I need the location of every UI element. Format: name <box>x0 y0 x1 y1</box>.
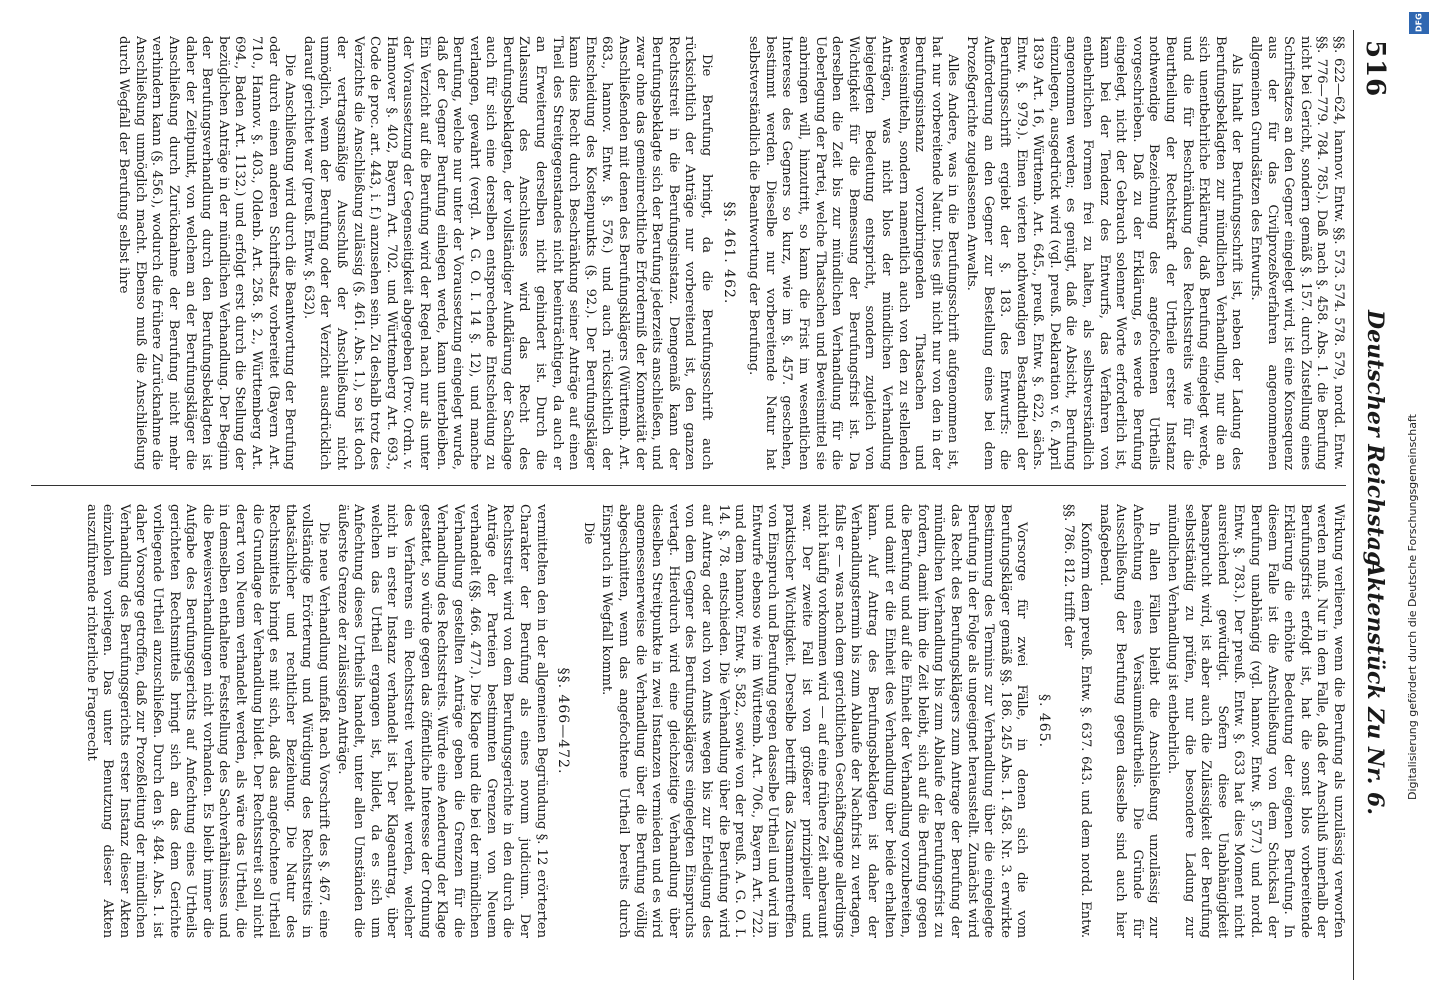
dfg-notice: Digitalisierung gefördert durch die Deutsche Forschungsgemeinschaft <box>1406 414 1419 800</box>
paragraph: Konform dem preuß. Entw. §. 637. 643. und dem nordd. Entw. §§. 786. 812. trifft der <box>1061 504 1094 938</box>
header-rule <box>1353 30 1354 980</box>
paragraph: §§. 622—624, hannov. Entw. §§. 573. 574. 578. 579, nordd. Entw. §§. 776—779. 784. 785.). Daß nach §. 458. Abs. 1. die Berufung nicht bei Gericht, sondern gemäß §. 157. durch Zustellung eines Schriftsatzes an den Gegner eingelegt wird, ist eine Konsequenz aus der für das Civilprozeßverfahren angenommenen allgemeinen Grundsätzen des Entwurfs. <box>1248 36 1346 470</box>
dfg-logo: DFG <box>1409 12 1429 34</box>
left-column <box>26 36 1346 470</box>
paragraph: Als Inhalt der Berufungsschrift ist, neben der Ladung des Berufungsbeklagten zur mündlichen Verhandlung, nur die an sich unentbehrliche Erklärung, daß Berufung eingelegt werde, und die für Beschränkung des Rechtsstreits wie für die Beurtheilung der Rechtskraft der Urtheile erster Instanz nothwendige Bezeichnung des angefochtenen Urtheils vorgeschrieben. Daß zu der Erklärung, es werde Berufung eingelegt, nicht der Gebrauch solenner Worte erforderlich ist, kann bei der Tendenz des Entwurfs, das Verfahren von entbehrlichen Formen frei zu halten, als selbstverständlich angenommen werden; es genügt, daß die Absicht, Berufung einzulegen, ausgedrückt wird (vgl. preuß. Deklaration v. 6. April 1839 Art. 16, Württemb. Art. 645., preuß. Entw. §. 622, sächs. Entw. §. 979.). Einen vierten nothwendigen Bestandtheil der Berufungsschrift ergiebt der §. 183. des Entwurfs: die Aufforderung an den Gegner zur Bestellung eines bei dem Prozeßgerichte zugelassenen Anwalts. <box>963 36 1245 470</box>
paragraph: vermittelten den in der allgemeinen Begründung §. 12 erörterten Charakter der Berufung als eines novum judicium. Der Rechtsstreit wird von dem Berufungsgerichte in den durch die Anträge der Parteien bestimmten Grenzen von Neuem verhandelt (§§. 466. 477.). Die Klage und die bei der mündlichen Verhandlung gestellten Anträge geben die Grenzen für die Verhandlung des Rechtsstreits. Würde eine Aenderung der Klage gestattet, so würde gegen das öffentliche Interesse der Ordnung des Verfahrens ein Rechtsstreit verhandelt werden, welcher nicht in erster Instanz verhandelt ist. Der Klageantrag, über welchen das Urtheil ergangen ist, bildet, da es sich um Anfechtung dieses Urtheils handelt, unter allen Umständen die äußerste Grenze der zulässigen Anträge. <box>334 504 549 938</box>
page-number: 516 <box>1360 40 1390 98</box>
paragraph: Wirkung verlieren, wenn die Berufung als unzulässig verworfen werden muß. Nur in dem Falle, daß der Anschluß innerhalb der Berufungsfrist erfolgt ist, hat die sonst blos vorbereitende Erklärung die erhöhte Bedeutung der eigenen Berufung. In diesem Falle ist die Anschließung von dem Schicksal der Berufung unabhängig (vgl. hannov. Entw. §. 577.) und nordd. Entw. §. 783.). Der preuß. Entw. §. 633 hat dies Moment nicht ausreichend gewürdigt. Sofern diese Unabhängigkeit beansprucht wird, ist aber auch die Zulässigkeit der Berufung selbstständig zu prüfen, nur die besondere Ladung zur mündlichen Verhandlung ist entbehrlich. <box>1165 504 1346 938</box>
paragraph: Vorsorge für zwei Fälle, in denen sich die vom Berufungskläger gemäß §§. 186. 245 Abs. 1. 458. Nr. 3. erwirkte Bestimmung des Termins zur Verhandlung über die eingelegte Berufung in der Folge als ungeeignet herausstellt. Zunächst wird das Recht des Berufungsklägers zum Antrage der Berufung der mündlichen Verhandlung bis zum Ablaufe der Berufungsfrist zu fordern, damit ihm die Zeit bleibt, sich auf die Berufung gegen die Berufung und auf die Einheit der Verhandlung vorzubereiten, und damit er die Einheit des Verhandlung über beide erhalten kann. Auf Antrag des Berufungsbeklagten ist daher der Verhandlungstermin bis zum Ablaufe der Nachfrist zu vertagen, falls er — was nach dem gerichtlichen Geschäftsgange allerdings nicht häufig vorkommen wird — auf eine frühere Zeit anberaumt war. Der zweite Fall ist von größerer prinzipieller und praktischer Wichtigkeit. Derselbe betrifft das Zusammentreffen von Einspruch und Berufung gegen dasselbe Urtheil und wird im Entwurfe ebenso wie im Württemb. Art. 706., Bayern Art. 722. und dem hannov. Entw. §. 582., sowie von der preuß. A. G. O. I. 14. §. 78. entschieden. Die Verhandlung über die Berufung wird auf Antrag oder auch von Amts wegen bis zur Erledigung des von dem Gegner des Berufungsklägers eingelegten Einspruchs vertagt. Hierdurch wird eine gleichzeitige Verhandlung über dieselben Streitpunkte in zwei Instanzen vermieden und es wird angemessenerweise die Verhandlung über die Berufung völlig abgeschnitten, wenn das angefochtene Urtheil bereits durch Einspruch in Wegfall kommt. <box>599 504 1030 938</box>
paragraph: Die Berufung bringt, da die Berufungsschrift auch rücksichtlich der Anträge nur vorbereitend ist, den ganzen Rechtsstreit in die Berufungsinstanz. Demgemäß kann der Berufungsbeklagte sich der Berufung jederzeits anschließen, und zwar ohne das gemeinrechtliche Erforderniß der Konnexität der Anschließenden mit denen des Berufungsklägers (Württemb. Art. 683., hannov. Entw. §. 576.) und auch rücksichtlich der Entscheidung des Kostenpunkts (§. 92.). Der Berufungskläger kann dies Recht durch Beschränkung seiner Anträge auf einen Theil des Streitgegenstandes nicht beeinträchtigen, da auch er an Erweiterung derselben nicht gehindert ist. Durch die Zulassung des Anschlusses wird das Recht des Berufungsbeklagten, der vollständiger Aufklärung der Sachlage auch für sich eine derselben entsprechende Entscheidung zu verlangen, gewahrt (vergl. A. G. O. I. 14 §. 12), und manche Berufung, welche nur unter der Voraussetzung eingelegt wurde, daß der Gegner Berufung einlegen werde, kann unterbleiben. Ein Verzicht auf die Berufung wird der Regel nach nur als unter der Voraussetzung der Gegenseitigkeit abgegeben (Prov. Ordn. v. Hannover §. 402, Bayern Art. 702. und Württemberg Art. 693., Code de proc. art. 443, i. f.) anzusehen sein. Zu deshalb trotz des Verzichts die Anschließung zulässig (§. 461. Abs. 1.), so ist doch der vertragsmäßige Ausschluß der Anschließung nicht unmöglich, wenn der Berufung oder der Verzicht ausdrücklich darauf gerichtet war (preuß. Entw. §. 632). <box>300 36 715 470</box>
paragraph-fragment: Die <box>580 522 596 545</box>
column-divider <box>31 485 1346 486</box>
running-title-left: Deutscher Reichstag. <box>1362 310 1388 575</box>
section-heading: §§. 466—472. <box>555 667 572 775</box>
section-heading: §. 465. <box>1035 693 1052 749</box>
paragraph: In allen Fällen bleibt die Anschließung unzulässig zur Anfechtung eines Versäumnißurtheils. Die Gründe für Ausschließung der Berufung gegen dasselbe sind auch hier maßgebend. <box>1096 504 1162 938</box>
page-header <box>1354 0 1398 1000</box>
right-column <box>26 504 1346 938</box>
section-heading: §§. 461. 462. <box>720 201 737 305</box>
paragraph: Die Anschließung wird durch die Beantwortung der Berufung oder durch einen anderen Schriftsatz vorbereitet (Bayern Art. 710., Hannov. §. 403., Oldenb. Art. 258. §. 2., Württemberg Art. 694., Baden Art. 1132.) und erfolgt erst durch die Stellung der bezüglichen Anträge in der mündlichen Verhandlung. Der Beginn der Berufungsverhandlung durch den Berufungsbeklagten ist daher der Zeitpunkt, von welchem an der Berufungskläger die Anschließung durch Zurücknahme der Berufung nicht mehr verhindern kann (§. 456.), wodurch die frühere Zurücknahme die Anschließung unmöglich macht. Ebenso muß die Anschließung durch Wegfall der Berufung selbst ihre <box>116 36 298 470</box>
paragraph: Alles Andere, was in die Berufungsschrift aufgenommen ist, hat nur vorbereitende Natur. Dies gilt nicht nur von den in der Berufungsinstanz vorzubringenden Thatsachen und Beweismitteln, sondern namentlich auch von den zu stellenden Anträgen, was nicht blos der mündlichen Verhandlung beigelegten Bedeutung entspricht, sondern zugleich von Wichtigkeit für die Bemessung der Berufungsfrist ist. Da derselben die Zeit bis zur mündlichen Verhandlung für die Ueberlegung der Partei, welche Thatsachen und Beweismittel sie anbringen will, hinzutritt, so kann die Frist im wesentlichen Interesse des Gegners so kurz, wie im §. 457. geschehen, bestimmt werden. Dieselbe nur vorbereitende Natur hat selbstverständlich die Beantwortung der Berufung. <box>746 36 961 470</box>
paragraph: Die neue Verhandlung umfaßt nach Vorschrift des §. 467. eine vollständige Erörterung und Würdigung des Rechtsstreits in thatsächlicher und rechtlicher Beziehung. Die Natur des Rechtsmittels bringt es mit sich, daß das angefochtene Urtheil die Grundlage der Verhandlung bildet. Der Rechtsstreit soll nicht derart von Neuem verhandelt werden, als wäre das Urtheil, die in demselben enthaltene Feststellung des Sachverhältnisses und die Beweisverhandlungen nicht vorhanden. Es bleibt immer die Aufgabe des Berufungsgerichts auf Anfechtung eines Urtheils gerichteten Rechtsmittels bringt sich an das dem Gerichte vorliegende Urtheil anzuschließen. Durch den §. 484. Abs. 1. ist daher Vorsorge getroffen, daß zur Prozeßleitung der mündlichen Verhandlung des Berufungsgerichts erster Instanz dieser Akten einzuholen vorliegen. Das unter Benutzung dieser Akten auszuführende richterliche Fragerecht <box>83 504 331 938</box>
running-title-right: Aktenstück Zu Nr. 6. <box>1362 560 1388 815</box>
